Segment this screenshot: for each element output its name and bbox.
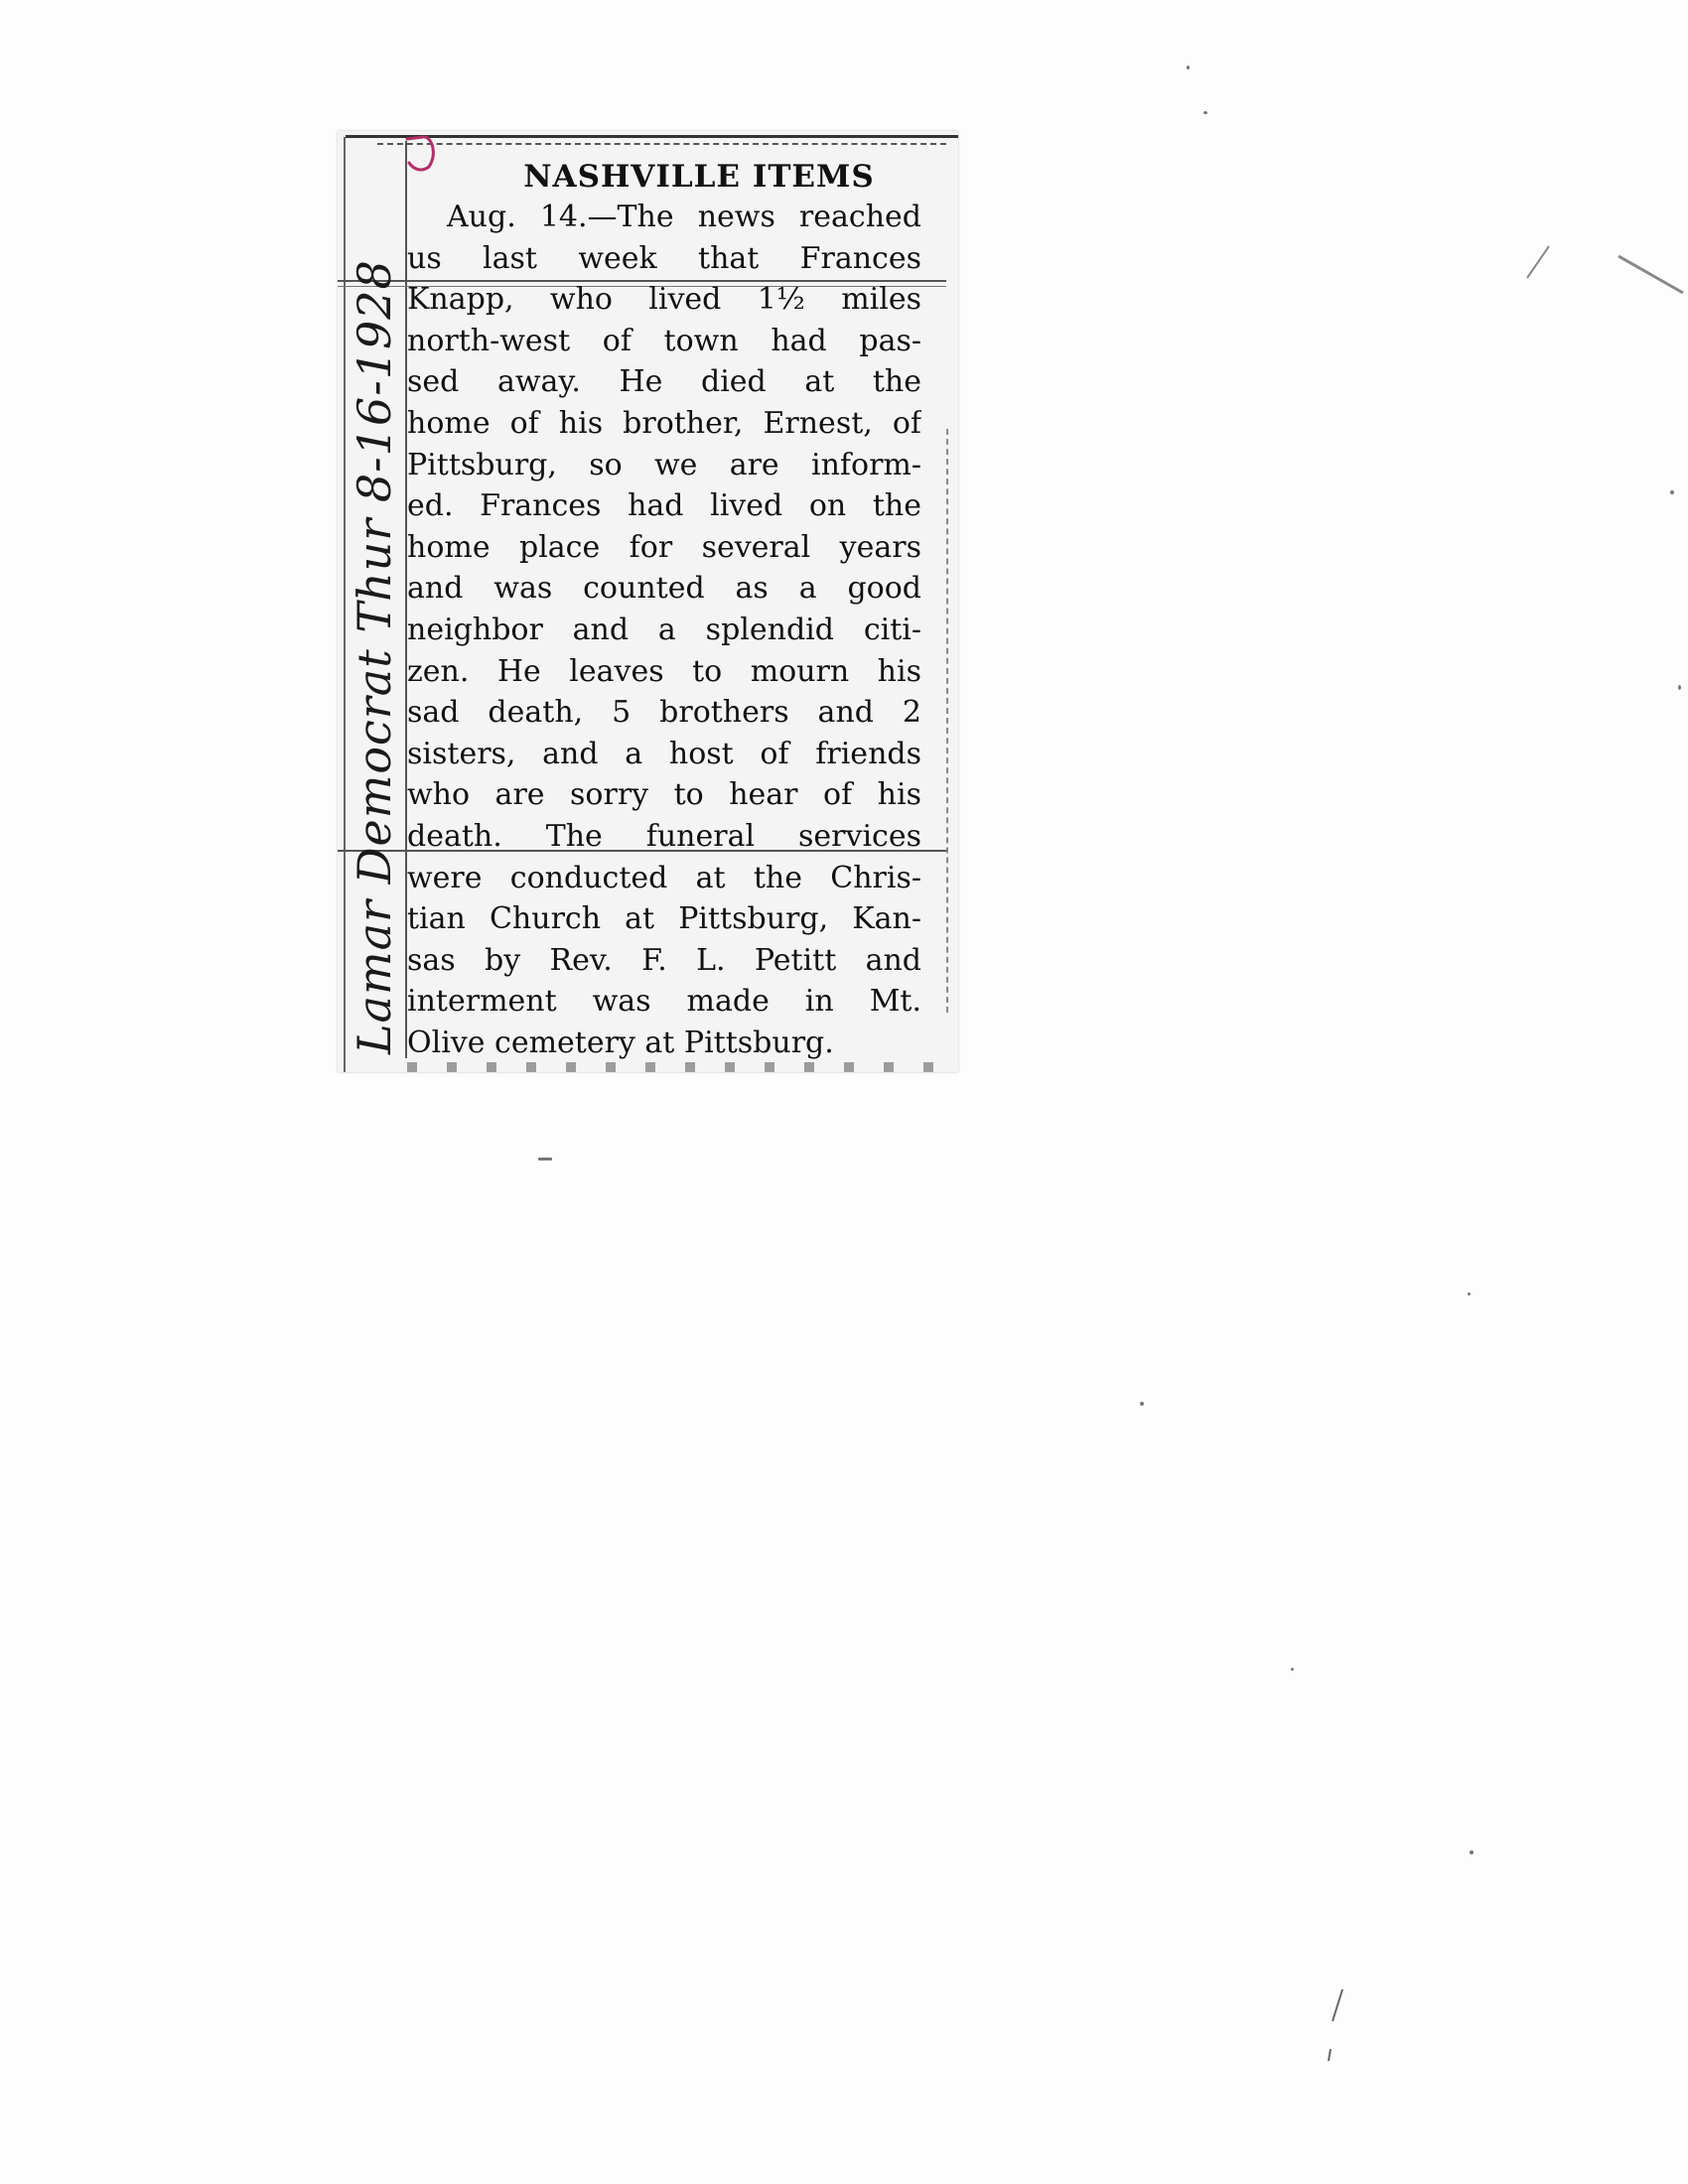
article-line: were conducted at the Chris- <box>407 860 921 895</box>
scan-mark-right <box>1519 238 1688 318</box>
scan-speck <box>1470 1850 1474 1854</box>
left-margin-rule <box>344 137 346 1072</box>
headline: NASHVILLE ITEMS <box>523 159 875 195</box>
article-line: death. The funeral services <box>407 818 921 854</box>
article-line: interment was made in Mt. <box>407 984 921 1020</box>
handwritten-source-note: Lamar Democrat Thur 8-16-1928 <box>348 259 401 1054</box>
scan-speck <box>1203 111 1207 114</box>
article-line: us last week that Frances <box>407 240 921 276</box>
scan-speck <box>1670 490 1674 494</box>
article-line: Olive cemetery at Pittsburg. <box>407 1024 834 1060</box>
article-line: sisters, and a host of friends <box>407 736 921 771</box>
article-line: sed away. He died at the <box>407 364 921 400</box>
article-line: north-west of town had pas- <box>407 323 921 358</box>
right-column-rule <box>946 429 948 1013</box>
scan-speck <box>1291 1668 1294 1671</box>
scan-mark-bottom <box>1321 1985 1350 2065</box>
article-line: home place for several years <box>407 529 921 565</box>
scan-speck <box>1678 685 1681 690</box>
article-line: who are sorry to hear of his <box>407 777 921 813</box>
article-line: ed. Frances had lived on the <box>407 488 921 524</box>
article-line: Pittsburg, so we are inform- <box>407 447 921 482</box>
scan-speck <box>1140 1402 1144 1406</box>
article-line: sad death, 5 brothers and 2 <box>407 695 921 731</box>
article-line: and was counted as a good <box>407 571 921 607</box>
article-line: home of his brother, Ernest, of <box>407 405 921 441</box>
article-line: tian Church at Pittsburg, Kan- <box>407 901 921 937</box>
article-line: neighbor and a splendid citi- <box>407 612 921 647</box>
next-article-cut-edge <box>407 1062 946 1072</box>
article-line: zen. He leaves to mourn his <box>407 653 921 689</box>
article-line: sas by Rev. F. L. Petitt and <box>407 942 921 978</box>
scan-speck <box>1187 66 1190 69</box>
newspaper-clipping <box>338 131 958 1072</box>
article <box>407 159 921 1063</box>
article-line: Knapp, who lived 1½ miles <box>407 282 921 318</box>
scan-speck <box>1468 1293 1471 1296</box>
article-line: Aug. 14.—The news reached <box>447 200 921 234</box>
scan-speck <box>538 1158 552 1160</box>
